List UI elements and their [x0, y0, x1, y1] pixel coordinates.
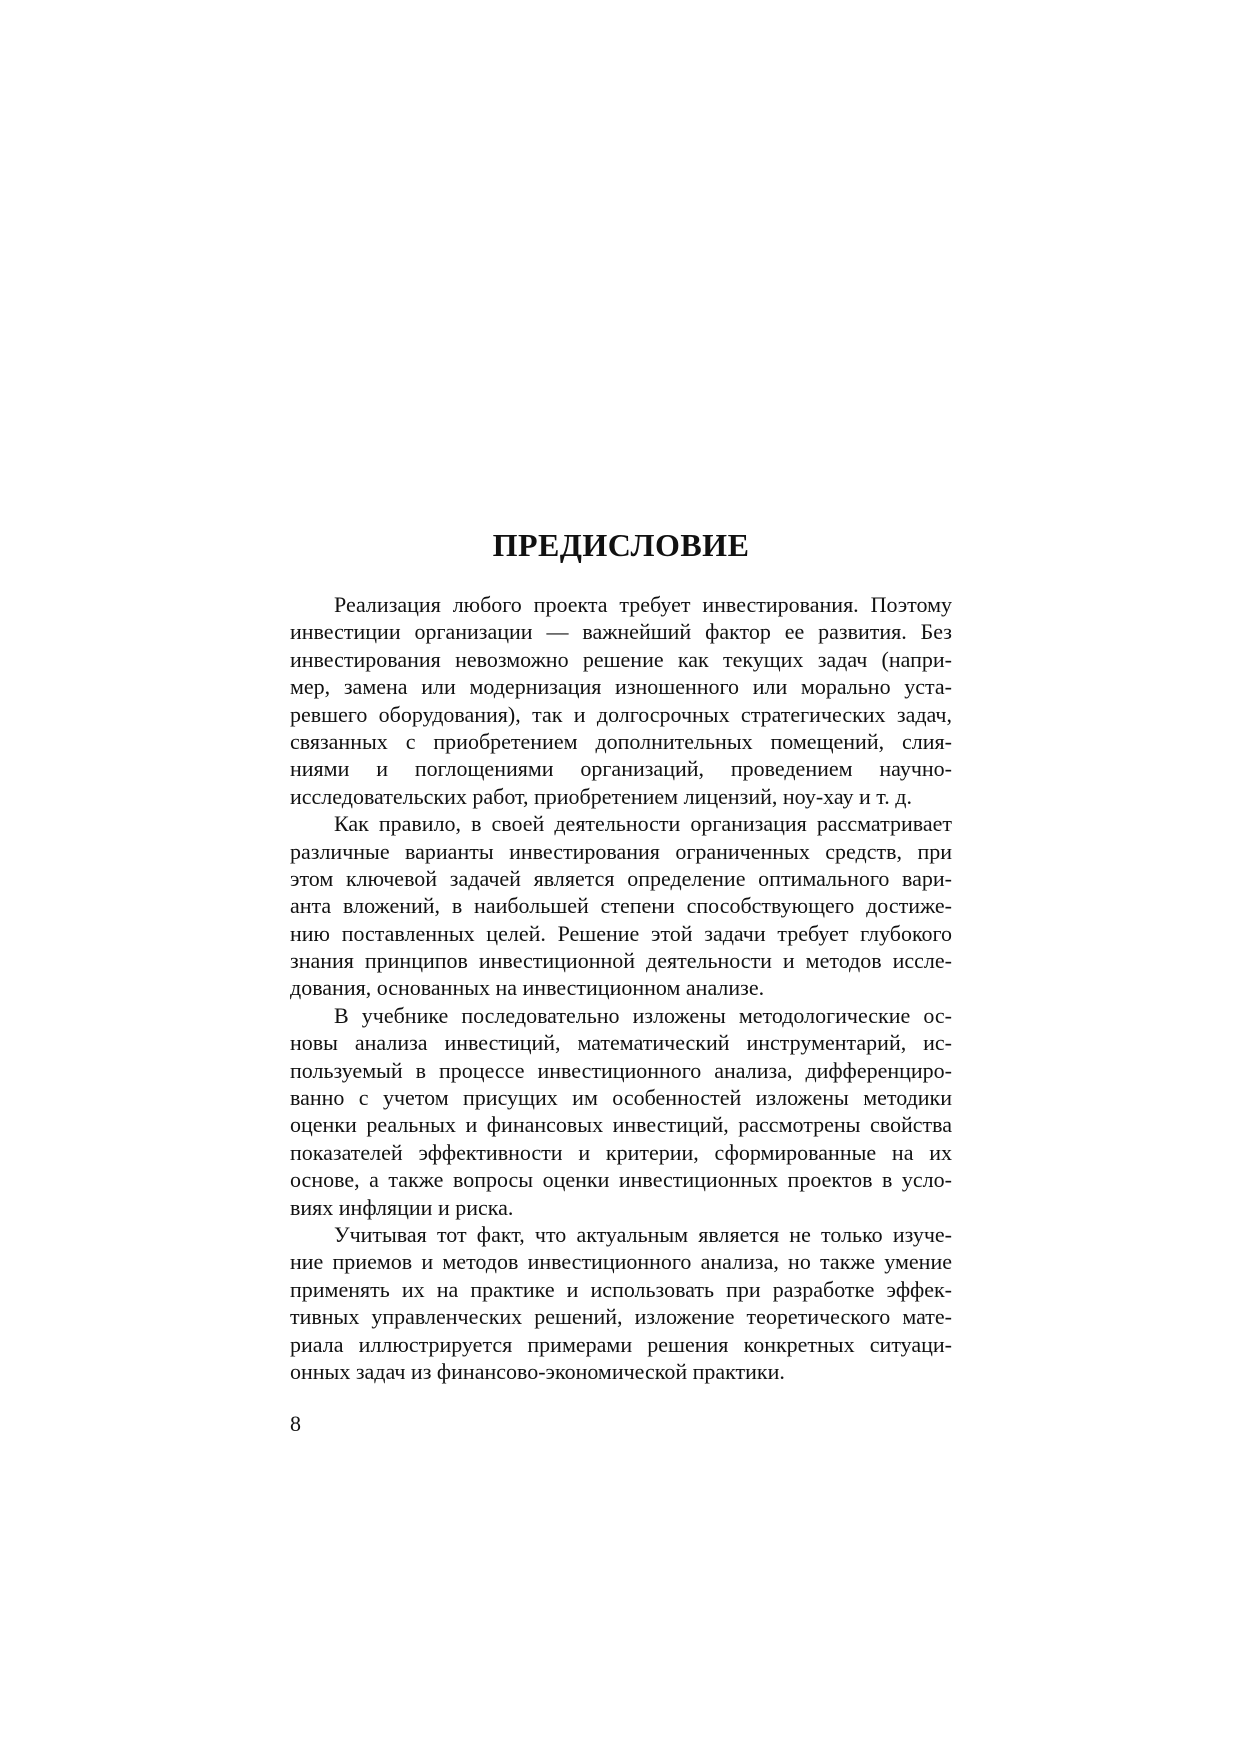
paragraph-2 — [290, 810, 952, 1002]
text-line: различные варианты инвестирования ограниченных средств, при — [290, 838, 952, 864]
text-line: мер, замена или модернизация изношенного или морально уста- — [290, 674, 952, 700]
text-line: этом ключевой задачей является определение оптимального вари- — [290, 865, 952, 891]
text-line: анта вложений, в наибольшей степени способствующего достиже- — [290, 893, 952, 919]
text-line: ниями и поглощениями организаций, проведением научно- — [290, 756, 952, 782]
text-line: знания принципов инвестиционной деятельности и методов иссле- — [290, 948, 952, 974]
text-line: показателей эффективности и критерии, сформированные на их — [290, 1139, 952, 1165]
text-line: Учитывая тот факт, что актуальным является не только изуче- — [334, 1221, 952, 1247]
paragraph-4 — [290, 1221, 952, 1385]
text-line: тивных управленческих решений, изложение теоретического мате- — [290, 1304, 952, 1330]
page-number: 8 — [290, 1411, 301, 1436]
text-line: онных задач из финансово-экономической практики. — [290, 1358, 785, 1384]
text-line: Реализация любого проекта требует инвестирования. Поэтому — [334, 592, 952, 617]
text-line: применять их на практике и использовать при разработке эффек- — [290, 1276, 952, 1302]
text-line: Как правило, в своей деятельности организация рассматривает — [334, 811, 952, 837]
text-line: основе, а также вопросы оценки инвестиционных проектов в усло- — [290, 1167, 952, 1193]
text-line: виях инфляции и риска. — [290, 1194, 514, 1220]
text-line: инвестирования невозможно решение как текущих задач (напри- — [290, 646, 952, 672]
text-line: риала иллюстрируется примерами решения конкретных ситуаци- — [290, 1331, 952, 1357]
text-line: связанных с приобретением дополнительных помещений, слия- — [290, 728, 952, 754]
text-line: пользуемый в процессе инвестиционного анализа, дифференциро- — [290, 1057, 952, 1083]
text-line: ние приемов и методов инвестиционного анализа, но также умение — [290, 1249, 952, 1275]
text-line: В учебнике последовательно изложены методологические ос- — [334, 1002, 952, 1028]
page-title: ПРЕДИСЛОВИЕ — [492, 527, 750, 563]
text-line: новы анализа инвестиций, математический инструментарий, ис- — [290, 1030, 952, 1056]
text-line: дования, основанных на инвестиционном анализе. — [290, 975, 765, 1001]
paragraph-3 — [290, 1002, 952, 1221]
text-line: нию поставленных целей. Решение этой задачи требует глубокого — [290, 920, 952, 946]
preface-body — [290, 591, 952, 1385]
text-line: исследовательских работ, приобретением лицензий, ноу-хау и т. д. — [290, 783, 912, 809]
paragraph-1 — [290, 591, 952, 810]
text-line: ванно с учетом присущих им особенностей изложены методики — [290, 1085, 952, 1111]
text-line: оценки реальных и финансовых инвестиций, рассмотрены свойства — [290, 1112, 952, 1138]
text-line: ревшего оборудования), так и долгосрочных стратегических задач, — [290, 701, 952, 727]
text-line: инвестиции организации — важнейший фактор ее развития. Без — [290, 619, 952, 645]
